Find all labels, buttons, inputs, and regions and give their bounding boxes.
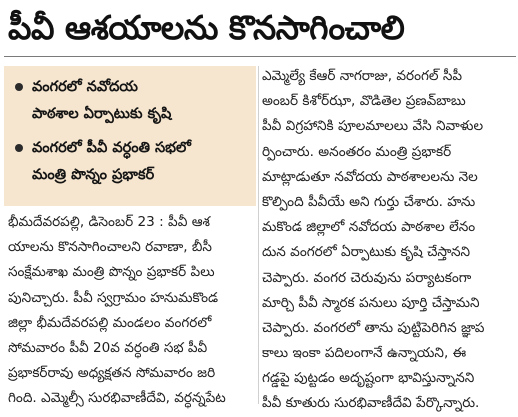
highlight-line: వంగరలో నవోదయ [32,79,138,95]
body-line: మార్చి పీవీ స్మారక పనులు పూర్తి చేస్తామని [262,294,480,311]
highlight-line: వంగరలో పీవీ వర్ధంతి సభలో [32,140,191,156]
highlight-item [12,135,248,189]
bullet-icon [15,83,23,91]
body-line: ఎమ్మెల్యే కేఆర్ నాగరాజు, వరంగల్ సీపీ [262,68,463,84]
body-line: చెప్పారు. వంగరలో తాను పుట్టిపెరిగిన జ్ఞాప [262,319,485,336]
headline: పీవీ ఆశయాలను కొనసాగించాలి [8,8,405,47]
bullet-icon [15,144,23,152]
body-line: పీవీ కూతురు సురభివాణీదేవి పేర్కొన్నారు. [262,395,480,412]
body-line: పునిచ్చారు. పీవీ స్వగ్రామం హనుమకొండ [8,289,219,306]
highlight-text [32,135,254,189]
body-line: గడ్డపై పుట్టడం అదృష్టంగా భావిస్తున్నానని [262,370,475,387]
body-line: చెప్పారు. వంగర చెరువును పర్యాటకంగా [262,269,472,286]
highlight-line: మంత్రి పొన్నం ప్రభాకర్ [32,167,155,183]
body-line: గింది. ఎమ్మెల్సీ సురభివాణీదేవి, వర్ధన్నపేట [8,390,226,407]
body-line: భీమదేవరపల్లి, డిసెంబర్ 23 : పీవీ ఆశ [8,214,211,230]
body-line: యాలను కొనసాగించాలని రవాణా, బీసీ [8,239,212,256]
body-line: మాట్లాడుతూ నవోదయ పాఠశాలలను నెల [262,168,478,185]
body-line: దున వంగరలో ఏర్పాటుకు కృషి చేస్తానని [262,244,471,261]
body-line: కాలు ఇంకా పదిలంగానే ఉన్నాయని, ఈ [262,345,467,362]
body-line: సోమవారం పీవీ 20వ వర్ధంతి సభ పీవీ [8,339,208,356]
highlight-item [12,74,248,128]
body-line: మకొండ జిల్లాలో నవోదయ పాఠశాల లేనం [262,219,476,236]
headline-divider [4,56,516,57]
highlight-line: పాఠశాల ఏర్పాటుకు కృషి [32,106,172,122]
highlight-text [32,74,254,128]
body-right-column [262,64,514,417]
body-line: పీవీ విగ్రహానికి పూలమాలలు వేసి నివాళుల [262,118,484,135]
body-line: కొల్పింది పీవీయే అని గుర్తు చేశారు. హను [262,193,476,210]
body-left-column [8,210,254,412]
body-line: జిల్లా భీమదేవరపల్లి మండలం వంగరలో [8,314,212,331]
column-divider [258,66,259,404]
body-line: ప్రభాకర్‌రావు అధ్యక్షతన సోమవారం జరి [8,365,216,382]
body-line: ర్పించారు. అనంతరం మంత్రి ప్రభాకర్ [262,143,452,160]
body-line: సంక్షేమశాఖ మంత్రి పొన్నం ప్రభాకర్ పిలు [8,264,215,281]
highlights-box [4,66,256,206]
body-line: అంబర్ కిశోర్‌ఝా, వొడితెల ప్రణవ్‌బాబు [262,93,466,110]
